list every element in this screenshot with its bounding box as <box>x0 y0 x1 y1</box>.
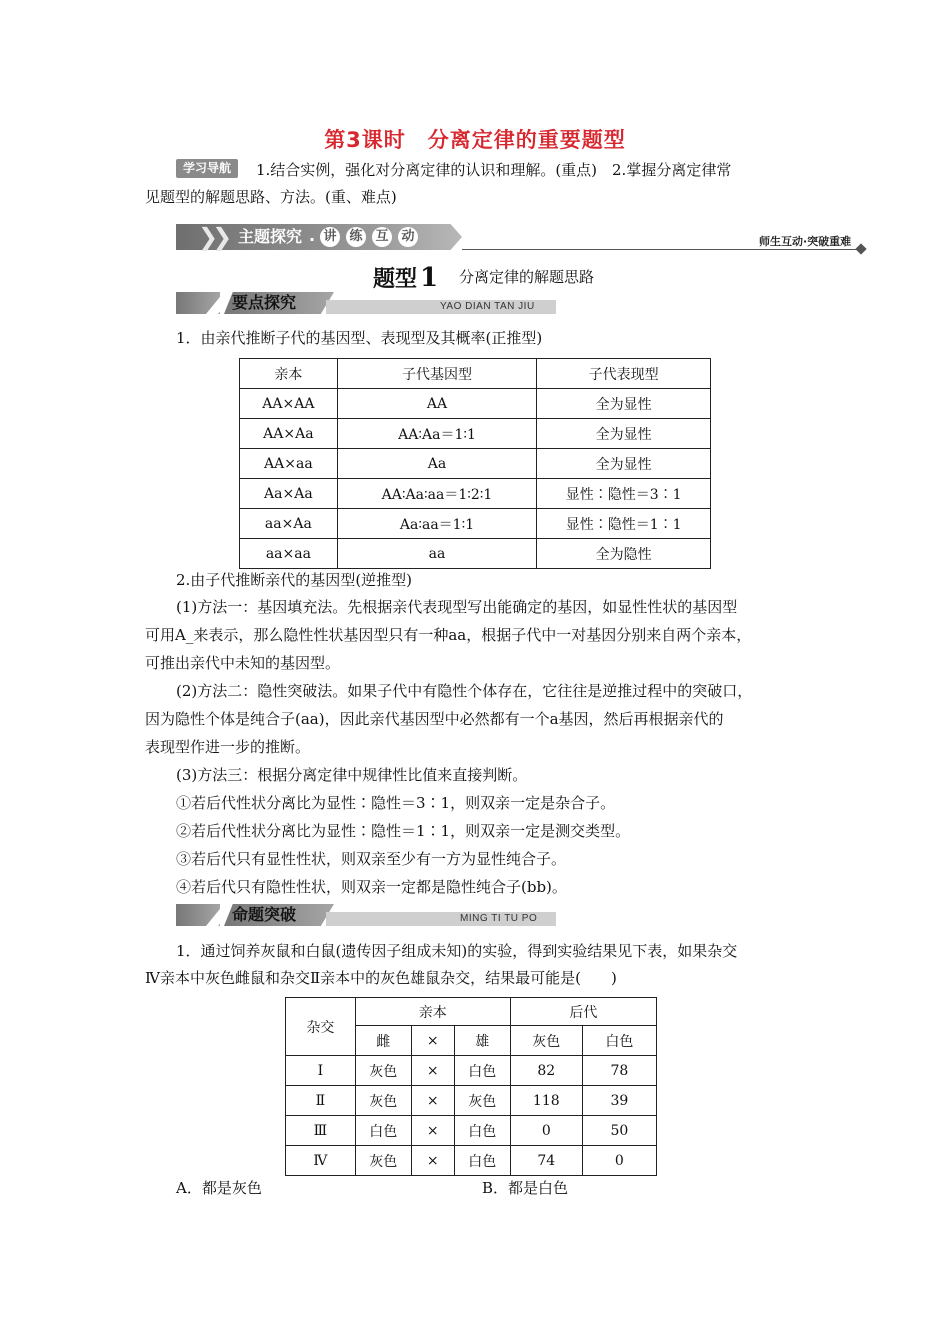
double-chevron-icon: ❯❯ <box>198 223 227 251</box>
table-cell: aa×Aa <box>240 509 338 539</box>
paragraph-line: 可用A_来表示，那么隐性性状基因型只有一种aa，根据子代中一对基因分别来自两个亲本， <box>145 626 752 644</box>
table-header: 杂交 <box>286 998 356 1056</box>
banner-rule <box>462 249 858 250</box>
table-row <box>286 1086 657 1116</box>
table-cell: 灰色 <box>355 1146 411 1176</box>
table-cell: Aa∶aa＝1∶1 <box>337 509 537 539</box>
table-cell: 白色 <box>454 1146 510 1176</box>
paragraph-line: 因为隐性个体是纯合子(aa)，因此亲代基因型中必然都有一个a基因，然后再根据亲代的 <box>145 710 724 728</box>
table-cell: AA×AA <box>240 389 338 419</box>
table-header: 雄 <box>454 1026 510 1056</box>
circle-char: 讲 <box>320 227 340 247</box>
table-cell: 118 <box>510 1086 582 1116</box>
paragraph-line: ①若后代性状分离比为显性∶隐性＝3∶1，则双亲一定是杂合子。 <box>176 794 616 812</box>
table-cell: aa <box>337 539 537 569</box>
section-title-breakthrough: 命题突破 <box>232 905 297 924</box>
table-row <box>286 1146 657 1176</box>
table-header-row <box>286 998 657 1026</box>
page-title: 第3课时 分离定律的重要题型 <box>324 128 626 152</box>
banner-circle-words <box>320 227 418 247</box>
banner-title: 主题探究 <box>238 227 303 246</box>
paragraph-line: ②若后代性状分离比为显性∶隐性＝1∶1，则双亲一定是测交类型。 <box>176 822 631 840</box>
table-cell: Ⅱ <box>286 1086 356 1116</box>
table-cell: 灰色 <box>355 1056 411 1086</box>
mouse-cross-table <box>285 997 657 1176</box>
table-cell: 74 <box>510 1146 582 1176</box>
circle-char: 互 <box>372 227 392 247</box>
table-row <box>240 539 711 569</box>
banner-right-label: 师生互动·突破重难 <box>759 235 852 248</box>
table-row <box>240 419 711 449</box>
section-title-key-points: 要点探究 <box>232 293 297 312</box>
circle-char: 动 <box>398 227 418 247</box>
table-row <box>240 449 711 479</box>
table-header: 后代 <box>510 998 656 1026</box>
table-row <box>240 479 711 509</box>
table-cell: 82 <box>510 1056 582 1086</box>
table-cell: 0 <box>510 1116 582 1146</box>
circle-char: 练 <box>346 227 366 247</box>
question-line-2: Ⅳ亲本中灰色雌鼠和杂交Ⅱ亲本中的灰色雄鼠杂交，结果最可能是( ) <box>145 969 617 987</box>
table-cell: 灰色 <box>454 1086 510 1116</box>
guide-line-2: 见题型的解题思路、方法。(重、难点) <box>145 188 397 206</box>
table-cell: 全为隐性 <box>537 539 711 569</box>
document-page: 第3课时 分离定律的重要题型 学习导航 1.结合实例，强化对分离定律的认识和理解。(重点) 2.掌握分离定律常 见题型的解题思路、方法。(重、难点) ❯❯ 主题探究 · 讲 练 互 动 师生互动·突破重难 题型 1 分离定律的解题思路 要点探究 YAO DIAN TAN JIU 1．由亲代推断子代的基因型、表现型及其概率(正推型) 亲本 子代基因型 子代表现型 AA×AA AA 全为显性 AA×Aa AA∶Aa＝1∶1 全为显性 AA×aa Aa 全为显性 Aa×Aa AA∶Aa∶aa＝1∶2∶1 显性∶隐性＝3∶1 aa×Aa Aa∶aa＝1∶1 显性∶隐性＝1∶1 aa×aa aa 全为隐性 2.由子代推断亲代的基因型(逆推型) (1)方法一：基因填充法。先根据亲代表现型写出能确定的基因，如显性性状的基因型 可用A_来表示，那么隐性性状基因型只有一种aa，根据子代中一对基因分别来自两个亲本， 可推出亲代中未知的基因型。 (2)方法二：隐性突破法。如果子代中有隐性个体存在，它往往是逆推过程中的突破口， 因为隐性个体是纯合子(aa)，因此亲代基因型中必然都有一个a基因，然后再根据亲代的 表现型作进一步的推断。 (3)方法三：根据分离定律中规律性比值来直接判断。 ①若后代性状分离比为显性∶隐性＝3∶1，则双亲一定是杂合子。 ②若后代性状分离比为显性∶隐性＝1∶1，则双亲一定是测交类型。 ③若后代只有显性性状，则双亲至少有一方为显性纯合子。 ④若后代只有隐性性状，则双亲一定都是隐性纯合子(bb)。 命题突破 MING TI TU PO 1．通过饲养灰鼠和白鼠(遗传因子组成未知)的实验，得到实验结果见下表，如果杂交 Ⅳ亲本中灰色雌鼠和杂交Ⅱ亲本中的灰色雄鼠杂交，结果最可能是( ) 杂交 亲本 后代 雌 × 雄 灰色 白色 Ⅰ 灰色 × 白色 82 78 Ⅱ 灰色 × 灰色 118 39 Ⅲ 白色 × 白色 0 50 Ⅳ 灰色 × 白色 74 0 A．都是灰色 B．都是白色 <box>0 0 950 1344</box>
table-cell: Ⅲ <box>286 1116 356 1146</box>
table-cell: Ⅰ <box>286 1056 356 1086</box>
section-en-breakthrough: MING TI TU PO <box>460 913 538 924</box>
table-header-row <box>240 359 711 389</box>
question-type-subtitle: 分离定律的解题思路 <box>459 268 595 286</box>
paragraph-reverse-heading: 2.由子代推断亲代的基因型(逆推型) <box>176 571 413 589</box>
table-cell: 0 <box>582 1146 656 1176</box>
paragraph-line: 可推出亲代中未知的基因型。 <box>145 654 341 672</box>
table-cell: aa×aa <box>240 539 338 569</box>
table-header: 亲本 <box>355 998 510 1026</box>
table-cell: 白色 <box>355 1116 411 1146</box>
table-cell: AA <box>337 389 537 419</box>
table-row <box>286 1116 657 1146</box>
table-cell: × <box>411 1116 454 1146</box>
table-row <box>240 509 711 539</box>
table-header: × <box>411 1026 454 1056</box>
paragraph-forward-heading: 1．由亲代推断子代的基因型、表现型及其概率(正推型) <box>176 329 543 347</box>
table-cell: 50 <box>582 1116 656 1146</box>
paragraph-line: ④若后代只有隐性性状，则双亲一定都是隐性纯合子(bb)。 <box>176 878 567 896</box>
table-cell: AA×aa <box>240 449 338 479</box>
section-en-key-points: YAO DIAN TAN JIU <box>440 301 535 312</box>
table-header: 亲本 <box>240 359 338 389</box>
table-cell: AA×Aa <box>240 419 338 449</box>
table-cell: AA∶Aa∶aa＝1∶2∶1 <box>337 479 537 509</box>
table-cell: × <box>411 1056 454 1086</box>
table-cell: 全为显性 <box>537 389 711 419</box>
table-header: 灰色 <box>510 1026 582 1056</box>
table-cell: AA∶Aa＝1∶1 <box>337 419 537 449</box>
table-header: 白色 <box>582 1026 656 1056</box>
paragraph-line: ③若后代只有显性性状，则双亲至少有一方为显性纯合子。 <box>176 850 567 868</box>
paragraph-line: (2)方法二：隐性突破法。如果子代中有隐性个体存在，它往往是逆推过程中的突破口， <box>176 682 753 700</box>
paragraph-line: (3)方法三：根据分离定律中规律性比值来直接判断。 <box>176 766 528 784</box>
question-type-number: 1 <box>420 263 439 293</box>
table-cell: 全为显性 <box>537 449 711 479</box>
genotype-table <box>239 358 711 569</box>
table-cell: 白色 <box>454 1116 510 1146</box>
diamond-icon <box>855 243 866 254</box>
table-cell: 白色 <box>454 1056 510 1086</box>
question-type-label: 题型 1 <box>373 263 439 293</box>
option-a: A．都是灰色 <box>176 1179 262 1197</box>
table-header: 雌 <box>355 1026 411 1056</box>
paragraph-line: (1)方法一：基因填充法。先根据亲代表现型写出能确定的基因，如显性性状的基因型 <box>176 598 738 616</box>
table-cell: 显性∶隐性＝1∶1 <box>537 509 711 539</box>
table-header: 子代表现型 <box>537 359 711 389</box>
table-cell: Aa <box>337 449 537 479</box>
option-b: B．都是白色 <box>482 1179 569 1197</box>
table-cell: 全为显性 <box>537 419 711 449</box>
table-cell: Ⅳ <box>286 1146 356 1176</box>
paragraph-line: 表现型作进一步的推断。 <box>145 738 311 756</box>
table-cell: 39 <box>582 1086 656 1116</box>
table-cell: × <box>411 1086 454 1116</box>
study-guide-badge: 学习导航 <box>176 159 238 178</box>
question-line-1: 1．通过饲养灰鼠和白鼠(遗传因子组成未知)的实验，得到实验结果见下表，如果杂交 <box>176 942 738 960</box>
table-cell: × <box>411 1146 454 1176</box>
table-cell: Aa×Aa <box>240 479 338 509</box>
table-cell: 78 <box>582 1056 656 1086</box>
table-cell: 灰色 <box>355 1086 411 1116</box>
table-row <box>286 1056 657 1086</box>
guide-line-1: 1.结合实例，强化对分离定律的认识和理解。(重点) 2.掌握分离定律常 <box>256 161 732 179</box>
table-cell: 显性∶隐性＝3∶1 <box>537 479 711 509</box>
table-header: 子代基因型 <box>337 359 537 389</box>
table-row <box>240 389 711 419</box>
